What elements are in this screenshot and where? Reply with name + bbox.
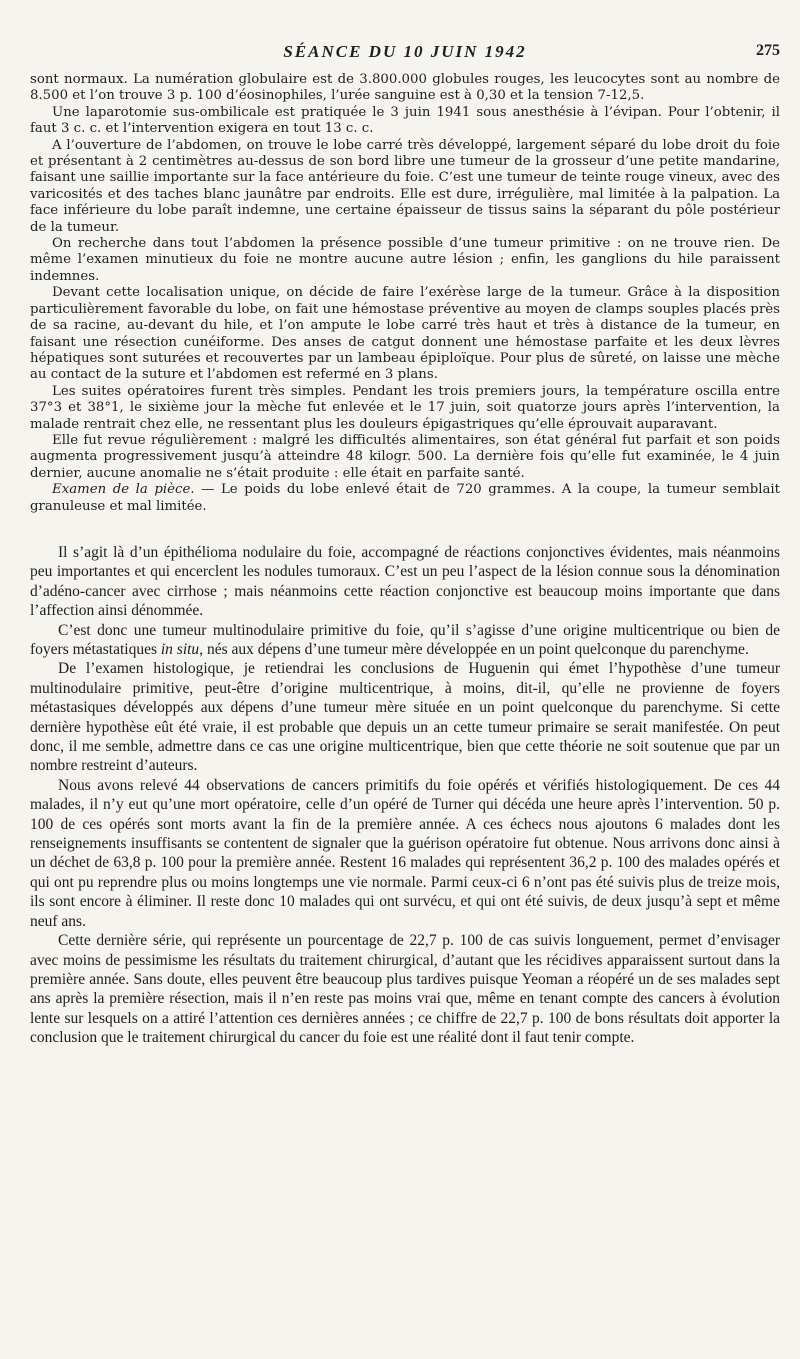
page-number: 275 (756, 42, 780, 59)
discussion-paragraph: Il s’agit là d’un épithélioma nodulaire du foie, accompagné de réactions conjonctives évidentes, mais néanmoins peu importantes et qui encerclent les nodules tumoraux. C’est un peu l’aspect de la lésion connue sous la dénomination d’adéno-cancer avec cirrhose ; mais néanmoins cette réaction conjonctive est beaucoup moins importante que dans l’affection ainsi dénommée. (30, 543, 780, 620)
running-title: SÉANCE DU 10 JUIN 1942 (283, 42, 527, 61)
section-gap (30, 515, 780, 543)
discussion-text: C’est donc une tumeur multinodulaire primitive du foie, qu’il s’agisse d’une origine multicentrique ou bien de foyers métastatiques (30, 621, 780, 658)
case-paragraph (30, 482, 780, 515)
discussion-paragraph: Cette dernière série, qui représente un pourcentage de 22,7 p. 100 de cas suivis longuement, permet d’envisager avec moins de pessimisme les résultats du traitement chirurgical, d’autant que les récidives apparaissent surtout dans la première année. Sans doute, elles peuvent être beaucoup plus tardives puisque Yeoman a réopéré un de ses malades sept ans après la première résection, mais il n’en reste pas moins vrai que, même en tenant compte des cancers à évolution lente sur lesquels on a attiré l’attention ces dernières années ; ce chiffre de 22,7 p. 100 de bons résultats doit apporter la conclusion que le traitement chirurgical du cancer du foie est une réalité dont il faut tenir compte. (30, 932, 780, 1047)
discussion-paragraph: De l’examen histologique, je retiendrai les conclusions de Huguenin qui émet l’hypothèse d’une tumeur multinodulaire primitive, peut-être d’origine multicentrique, à moins, dit-il, qu’elle ne provienne de foyers métastasiques développés aux dépens d’une tumeur mère située en un point quelconque du parenchyme. Si cette dernière hypothèse eût été vraie, il est probable que depuis un an cette tumeur primaire se serait manifestée. On peut donc, il me semble, admettre dans ce cas une origine multicentrique, bien que cette théorie ne soit soutenue que par un nombre restreint d’auteurs. (30, 660, 780, 775)
case-paragraph: Les suites opératoires furent très simples. Pendant les trois premiers jours, la température oscilla entre 37°3 et 38°1, le sixième jour la mèche fut enlevée et le 17 juin, soit quatorze jours après l’intervention, la malade rentrait chez elle, ne ressentant plus les douleurs épigastriques qu’elle éprouvait auparavant. (30, 383, 780, 432)
case-paragraph: Devant cette localisation unique, on décide de faire l’exérèse large de la tumeur. Grâce à la disposition particulièrement favorable du lobe, on fait une hémostase préventive au moyen de clamps souples placés près de sa racine, au-devant du hile, et l’on ampute le lobe carré très haut et très à distance de la tumeur, en faisant une résection cunéiforme. Des anses de catgut donnent une hémostase parfaite et les deux lèvres hépatiques sont suturées et recouvertes par un lambeau épiploïque. Pour plus de sûreté, on laisse une mèche au contact de la suture et l’abdomen est refermé en 3 plans. (30, 285, 780, 383)
case-paragraph: sont normaux. La numération globulaire est de 3.800.000 globules rouges, les leucocytes sont au nombre de 8.500 et l’on trouve 3 p. 100 d’éosinophiles, l’urée sanguine est à 0,30 et la tension 7-12,5. (30, 72, 780, 104)
discussion-paragraph: Nous avons relevé 44 observations de cancers primitifs du foie opérés et vérifiés histologiquement. De ces 44 malades, il n’y eut qu’une mort opératoire, celle d’un opéré de Turner qui décéda une heure après l’intervention. 50 p. 100 de ces opérés sont morts avant la fin de la première année. A ces échecs nous ajoutons 6 malades dont les renseignements insuffisants se contentent de signaler que la guérison opératoire fut obtenue. Nous arrivons donc ainsi à un déchet de 63,8 p. 100 pour la première année. Restent 16 malades qui représentent 36,2 p. 100 des malades opérés et qui ont pu reprendre plus ou moins longtemps une vie normale. Parmi ceux-ci 6 n’ont pas été suivis plus de treize mois, ils sont encore à éliminer. Il reste donc 10 malades qui ont survécu, et qui ont été suivis, de deux jusqu’à sept et même neuf ans. (30, 776, 780, 930)
case-paragraph: Elle fut revue régulièrement : malgré les difficultés alimentaires, son état général fut parfait et son poids augmenta progressivement jusqu’à atteindre 48 kilogr. 500. La dernière fois qu’elle fut examinée, le 4 juin dernier, aucune anomalie ne s’était produite : elle était en parfaite santé. (30, 432, 780, 481)
discussion-text: , nés aux dépens d’une tumeur mère développée en un point quelconque du parenchyme. (199, 641, 749, 658)
page-header (30, 42, 780, 72)
case-paragraph: Une laparotomie sus-ombilicale est pratiquée le 3 juin 1941 sous anesthésie à l’évipan. Pour l’obtenir, il faut 3 c. c. et l’intervention exigera en tout 13 c. c. (30, 104, 780, 137)
case-report-section (30, 72, 780, 515)
discussion-section (30, 543, 780, 1048)
in-situ-italic: in situ (160, 641, 200, 658)
case-paragraph: A l’ouverture de l’abdomen, on trouve le lobe carré très développé, largement séparé du lobe droit du foie et présentant à 2 centimètres au-dessus de son bord libre une tumeur de la grosseur d’une petite mandarine, faisant une saillie importante sur la face antérieure du foie. C’est une tumeur de teinte rouge vineux, avec des varicosités et des taches blanc jaunâtre par endroits. Elle est dure, irrégulière, mal limitée à la palpation. La face inférieure du lobe paraît indemne, une certaine épaisseur de tissus sains la séparant du pôle postérieur de la tumeur. (30, 137, 780, 235)
specimen-exam-text: — Le poids du lobe enlevé était de 720 grammes. A la coupe, la tumeur semblait granuleuse et mal limitée. (30, 482, 780, 514)
specimen-exam-label: Examen de la pièce. (52, 482, 195, 498)
case-paragraph: On recherche dans tout l’abdomen la présence possible d’une tumeur primitive : on ne trouve rien. De même l’examen minutieux du foie ne montre aucune autre lésion ; enfin, les ganglions du hile paraissent indemnes. (30, 236, 780, 284)
discussion-paragraph (30, 621, 780, 660)
